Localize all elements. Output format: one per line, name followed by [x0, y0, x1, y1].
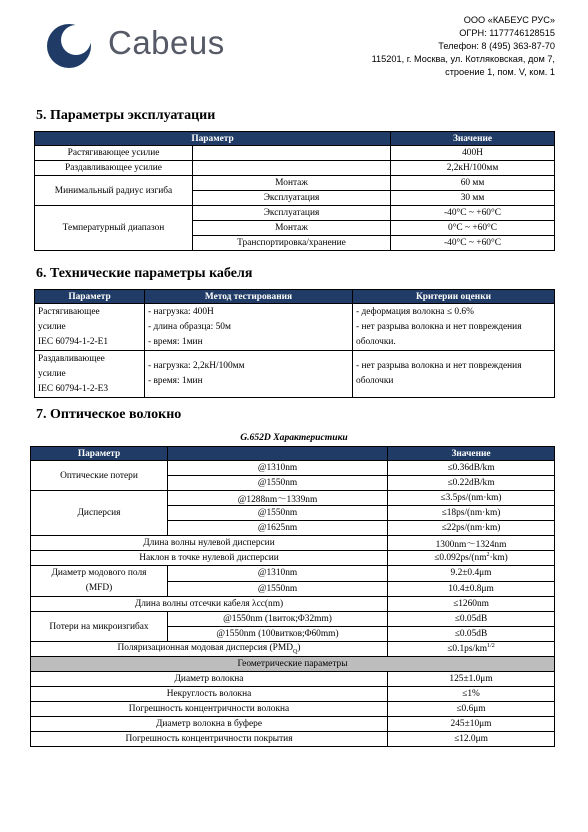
- company-address-2: строение 1, пом. V, ком. 1: [445, 67, 555, 77]
- cell-param: Диаметр волокна: [31, 672, 388, 687]
- table-row: [35, 146, 555, 161]
- cell-param: [35, 351, 145, 398]
- cell-value: 0°С ~ +60°С: [391, 221, 555, 236]
- company-phone: Телефон: 8 (495) 363-87-70: [438, 41, 555, 51]
- method-line: - время: 1мин: [148, 376, 203, 386]
- col-header-param: Параметр: [35, 290, 145, 304]
- cell-param: Погрешность концентричности волокна: [31, 702, 388, 717]
- table-row: [31, 536, 555, 551]
- table-row: [35, 176, 555, 191]
- table-row: [31, 612, 555, 627]
- cell-param: Наклон в точке нулевой дисперсии: [31, 551, 388, 566]
- cell-value: -40°С ~ +60°С: [391, 236, 555, 251]
- param-line: Раздавливающее: [38, 353, 105, 364]
- table-row: [31, 687, 555, 702]
- cell-param: Оптические потери: [31, 461, 168, 491]
- cell-criteria: [353, 304, 555, 351]
- table-row: [31, 672, 555, 687]
- param-line: IEC 60794-1-2-E1: [38, 336, 109, 347]
- table-row: [31, 702, 555, 717]
- cell-value: ≤18ps/(nm·km): [388, 506, 555, 521]
- table-row: [35, 351, 555, 398]
- value-main: ≤0.092ps/(nm: [434, 553, 487, 564]
- cell-subparam: Транспортировка/хранение: [193, 236, 391, 251]
- cell-param: [31, 566, 168, 597]
- cell-subparam: Эксплуатация: [193, 191, 391, 206]
- table-row: [31, 491, 555, 506]
- cell-value: ≤0.36dB/km: [388, 461, 555, 476]
- cell-value: 125±1.0μm: [388, 672, 555, 687]
- cell-subparam: Монтаж: [193, 221, 391, 236]
- method-line: - время: 1мин: [148, 336, 203, 347]
- cell-method: [145, 304, 353, 351]
- cell-value: 2,2кН/100мм: [391, 161, 555, 176]
- criteria-line: - нет разрыва волокна и нет повреждения: [356, 321, 522, 332]
- cell-wavelength: @1310nm: [168, 566, 388, 582]
- cell-value: ≤0.05dB: [388, 612, 555, 627]
- company-name: ООО «КАБЕУС РУС»: [463, 15, 555, 25]
- cell-param: Раздавливающее усилие: [35, 161, 193, 176]
- cell-param: Растягивающее усилие: [35, 146, 193, 161]
- cell-value: -40°С ~ +60°С: [391, 206, 555, 221]
- cell-value: [388, 642, 555, 657]
- criteria-line: оболочки.: [356, 336, 396, 347]
- criteria-line: - деформация волокна ≤ 0.6%: [356, 306, 474, 317]
- cell-value: ≤1260nm: [388, 597, 555, 612]
- cell-value: ≤0.6μm: [388, 702, 555, 717]
- table-row: [31, 657, 555, 672]
- col-header-param: Параметр: [35, 132, 391, 146]
- col-header-empty: [168, 447, 388, 461]
- table-row: [31, 732, 555, 747]
- cell-param: Минимальный радиус изгиба: [35, 176, 193, 206]
- geometry-header: Геометрические параметры: [31, 657, 555, 672]
- cell-param: Некруглость волокна: [31, 687, 388, 702]
- label-main: Поляризационная модовая дисперсия (PMD: [117, 643, 293, 654]
- col-header-method: Метод тестирования: [145, 290, 353, 304]
- cell-value: ≤22ps/(nm·km): [388, 521, 555, 536]
- cell-value: ≤0.22dB/km: [388, 476, 555, 491]
- method-line: - нагрузка: 400Н: [148, 306, 214, 317]
- cell-wavelength: @1625nm: [168, 521, 388, 536]
- cell-subparam: Монтаж: [193, 176, 391, 191]
- param-line: IEC 60794-1-2-E3: [38, 383, 109, 394]
- cell-param: Температурный диапазон: [35, 206, 193, 251]
- label-sub: Q: [293, 648, 298, 655]
- company-info: [372, 14, 555, 79]
- cell-criteria: [353, 351, 555, 398]
- cell-value: 60 мм: [391, 176, 555, 191]
- cell-empty: [193, 161, 391, 176]
- cell-value: ≤3.5ps/(nm·km): [388, 491, 555, 506]
- table-row: [31, 461, 555, 476]
- cell-empty: [193, 146, 391, 161]
- value-end: ·km): [489, 553, 508, 564]
- cell-value: 400Н: [391, 146, 555, 161]
- criteria-line: - нет разрыва волокна и нет повреждения: [356, 361, 522, 371]
- cell-value: ≤12.0μm: [388, 732, 555, 747]
- cell-param: [31, 642, 388, 657]
- table-row: [31, 642, 555, 657]
- cell-value: 245±10μm: [388, 717, 555, 732]
- cabeus-logo-icon: [46, 23, 92, 69]
- section-7-title: 7. Оптическое волокно: [36, 407, 182, 422]
- col-header-param: Параметр: [31, 447, 168, 461]
- section-5-title: 5. Параметры эксплуатации: [36, 108, 216, 123]
- g652d-subtitle: G.652D Характеристики: [240, 432, 348, 443]
- param-line: усилие: [38, 368, 66, 379]
- value-sup: 1/2: [487, 643, 495, 650]
- param-line: Диаметр модового поля: [51, 568, 147, 578]
- cell-param: Длина волны отсечки кабеля λcc(nm): [31, 597, 388, 612]
- cell-subparam: Эксплуатация: [193, 206, 391, 221]
- table-row: [31, 551, 555, 566]
- cell-wavelength: @1550nm: [168, 581, 388, 597]
- cell-method: [145, 351, 353, 398]
- cell-value: ≤1%: [388, 687, 555, 702]
- cell-wavelength: @1550nm (1виток;Φ32mm): [168, 612, 388, 627]
- method-line: - нагрузка: 2,2кН/100мм: [148, 361, 245, 371]
- label-end: ): [297, 643, 301, 654]
- table-row: [31, 717, 555, 732]
- cell-value: [388, 551, 555, 566]
- cell-param: Потери на микроизгибах: [31, 612, 168, 642]
- cell-param: Диаметр волокна в буфере: [31, 717, 388, 732]
- col-header-value: Значение: [388, 447, 555, 461]
- table-row: [31, 597, 555, 612]
- param-line: усилие: [38, 321, 66, 332]
- cell-value: 10.4±0.8μm: [388, 581, 555, 597]
- company-ogrn: ОГРН: 1177746128515: [459, 28, 555, 38]
- method-line: - длина образца: 50м: [148, 321, 231, 332]
- col-header-criteria: Критерии оценки: [353, 290, 555, 304]
- table-row: [35, 161, 555, 176]
- param-line: Растягивающее: [38, 306, 100, 317]
- table-row: [35, 206, 555, 221]
- table-row: [35, 304, 555, 351]
- col-header-value: Значение: [391, 132, 555, 146]
- cell-wavelength: @1310nm: [168, 461, 388, 476]
- cell-wavelength: @1550nm: [168, 476, 388, 491]
- cell-value: ≤0.05dB: [388, 627, 555, 642]
- cell-param: [35, 304, 145, 351]
- value-sup: 2: [486, 552, 490, 559]
- page-header: [0, 0, 588, 110]
- cell-value: 30 мм: [391, 191, 555, 206]
- param-line: (MFD): [85, 583, 113, 593]
- criteria-line: оболочки: [356, 376, 394, 386]
- logo-text: Cabeus: [108, 24, 225, 61]
- optical-fiber-table: [30, 446, 555, 747]
- company-address-1: 115201, г. Москва, ул. Котляковская, дом 7,: [371, 54, 555, 64]
- cell-value: 1300nm～1324nm: [388, 536, 555, 551]
- cell-value: 9.2±0.4μm: [388, 566, 555, 582]
- cell-wavelength: @1550nm: [168, 506, 388, 521]
- cell-param: Длина волны нулевой дисперсии: [31, 536, 388, 551]
- cell-wavelength: @1550nm (100витков;Φ60mm): [168, 627, 388, 642]
- value-main: ≤0.1ps/km: [447, 644, 488, 655]
- section-6-title: 6. Технические параметры кабеля: [36, 266, 253, 281]
- operation-params-table: [34, 131, 555, 251]
- cell-param: Дисперсия: [31, 491, 168, 536]
- cable-tech-params-table: [34, 289, 555, 398]
- cell-wavelength: @1288nm～1339nm: [168, 491, 388, 506]
- table-row: [31, 566, 555, 582]
- cell-param: Погрешность концентричности покрытия: [31, 732, 388, 747]
